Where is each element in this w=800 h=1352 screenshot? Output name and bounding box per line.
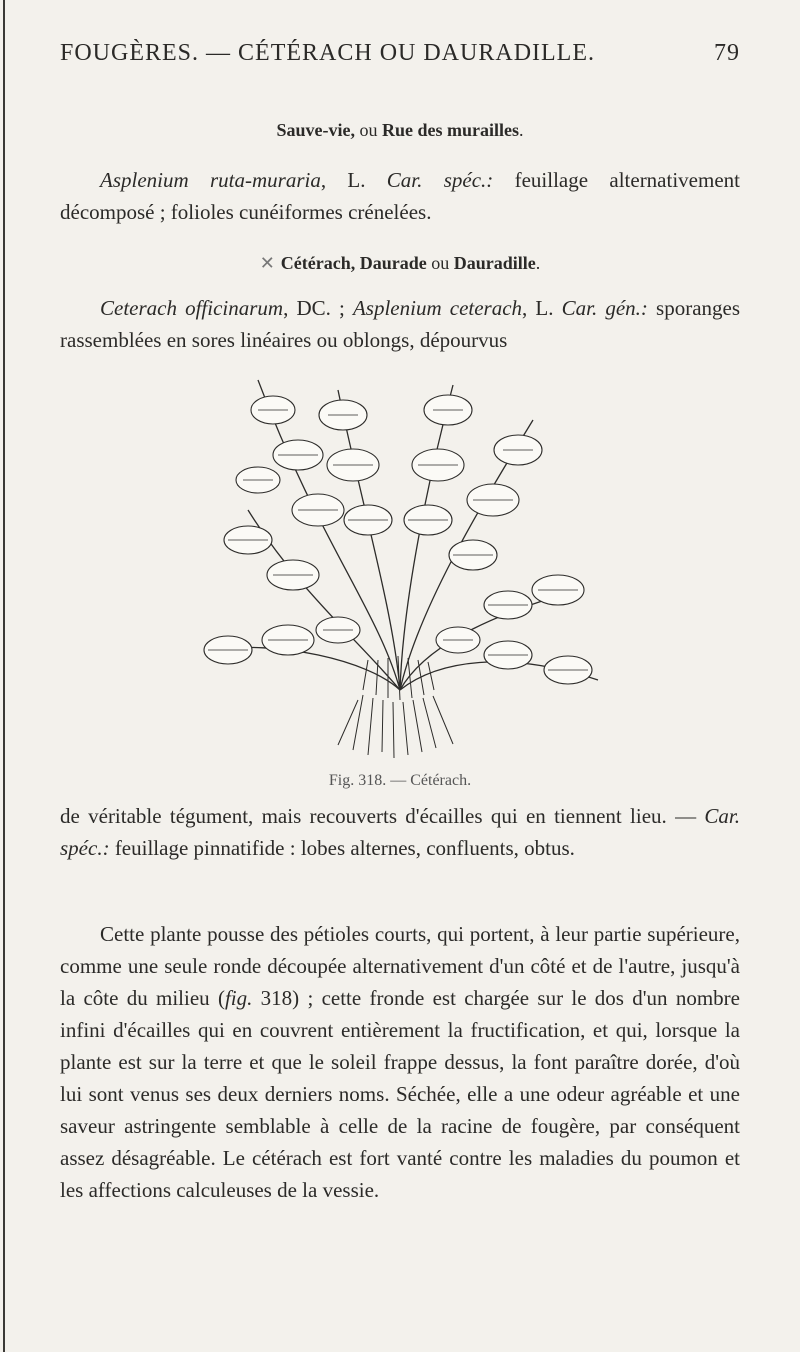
section-heading-ceterach [0,253,800,274]
heading-period: . [535,253,541,273]
species-description: feuillage alternativement décomposé ; folioles cunéiformes crénelées. [60,168,740,224]
figure-reference: fig. [224,986,253,1010]
description-text-b: 318) ; cette fronde est chargée sur le dos d'un nombre infini d'écailles qui en couvrent entièrement la fructification, et qui, lorsque la plante est sur la terre et que le soleil frappe dessus, la font paraître dorée, d'où lui sont venus ses deux derniers noms. Séchée, elle a une odeur agréable et une saveur astringente semblable à celle de la racine de fougère, par conséquent assez désagréable. Le cétérach est fort vanté contre les maladies du poumon et les affections calculeuses de la vessie. [60,986,740,1202]
character-label: Car. spéc.: [386,168,494,192]
synonym-author: , L. [522,296,562,320]
species-author: , L. [320,168,387,192]
heading-common-name: Cétérach, Daurade [280,253,427,273]
heading-connector: ou [426,253,454,273]
heading-period: . [519,120,524,140]
continuation-text-a: de véritable tégument, mais recouverts d'écailles qui en tiennent lieu. — [60,804,705,828]
paragraph-ceterach [60,292,740,356]
genus-description: sporanges rassemblées en sores linéaires ou oblongs, dépourvus [60,296,741,352]
paragraph-plant-description [60,918,740,1206]
species-name: Asplenium ruta-muraria [100,168,321,192]
character-label: Car. gén.: [561,296,648,320]
species-synonym: Asplenium ceterach [352,296,523,320]
species-name: Ceterach officinarum [100,296,284,320]
heading-alt-name: Dauradille [453,253,536,273]
continuation-text-b: feuillage pinnatifide : lobes alternes, confluents, obtus. [109,836,575,860]
character-label: Car. spéc.: [60,804,740,860]
description-text-a: Cette plante pousse des pétioles courts, qui portent, à leur partie supérieure, comme une seule ronde découpée alternativement d'un côté et de l'autre, jusqu'à la côte du milieu ( [60,922,740,1010]
species-author: , DC. ; [283,296,353,320]
paragraph-asplenium [60,164,740,228]
heading-common-name: Sauve-vie, [276,120,355,140]
heading-alt-name: Rue des murailles [382,120,519,140]
handwritten-cross-mark: ✕ [259,253,275,273]
section-heading-sauve-vie [0,120,800,141]
running-header [60,40,740,80]
ceterach-fern-illustration [188,360,612,760]
heading-connector: ou [355,120,382,140]
figure-caption: Fig. 318. — Cétérach. [328,772,472,789]
page-number: 79 [714,40,740,66]
paragraph-continuation [60,800,740,864]
running-title: FOUGÈRES. — CÉTÉRACH OU DAURADILLE. [60,40,595,66]
page-edge [3,0,5,1352]
